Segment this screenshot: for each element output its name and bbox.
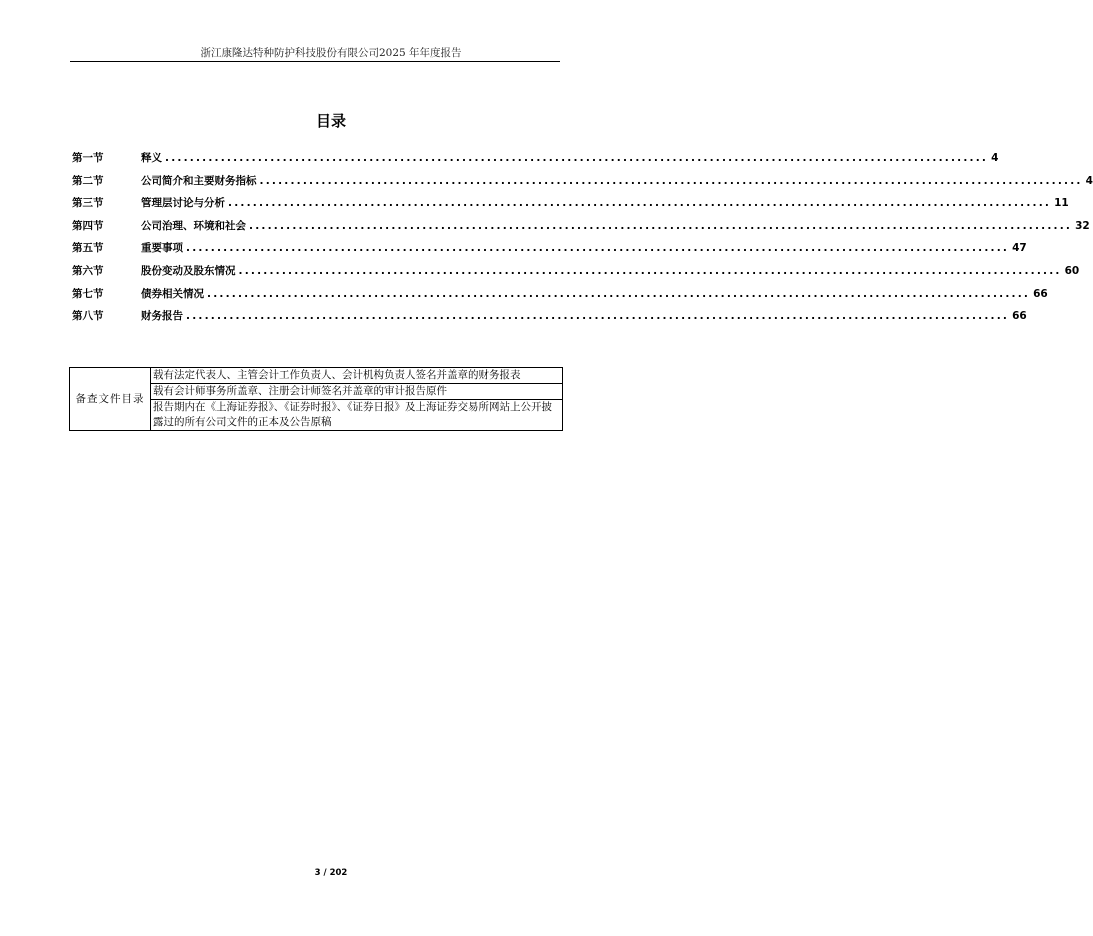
toc-section-number: 第一节 [72,152,104,164]
reference-documents-table [69,367,563,431]
toc-title: 目录 [315,112,346,130]
toc-leader-dots: ..................................................................................................................................... [165,152,989,164]
toc-entry-2[interactable] [72,173,1093,196]
toc-entry-1[interactable] [72,150,999,173]
toc-section-name: 债券相关情况 [141,287,204,300]
toc-page-number: 66 [1012,310,1027,323]
toc-page-number: 66 [1033,287,1048,300]
toc-section-number: 第四节 [72,219,104,232]
toc-section-number: 第五节 [72,242,104,255]
toc-section-name: 释义 [141,152,162,164]
table-of-contents [72,150,1093,331]
toc-section-name: 公司简介和主要财务指标 [141,174,257,187]
toc-page-number: 4 [1085,174,1093,187]
toc-entry-6[interactable] [72,263,1080,286]
toc-page-number: 47 [1012,242,1027,255]
toc-leader-dots: ..................................................................................................................................... [259,174,1083,187]
toc-section-name: 管理层讨论与分析 [141,197,225,210]
reference-document-item: 报告期内在《上海证券报》、《证券时报》、《证券日报》及上海证券交易所网站上公开披露过的所有公司文件的正本及公告原稿 [151,400,563,431]
toc-page-number: 32 [1075,219,1090,232]
toc-section-name: 股份变动及股东情况 [141,264,236,277]
toc-section-number: 第七节 [72,287,104,300]
toc-section-name: 公司治理、环境和社会 [141,219,246,232]
toc-section-number: 第八节 [72,310,104,323]
reference-documents-label: 备查文件目录 [70,368,151,431]
header-divider [70,61,560,62]
page-indicator: 3 / 202 [314,868,348,878]
toc-leader-dots: ..................................................................................................................................... [249,219,1073,232]
toc-entry-4[interactable] [72,218,1090,241]
toc-page-number: 4 [991,152,999,164]
toc-page-number: 11 [1054,197,1069,210]
toc-leader-dots: ..................................................................................................................................... [207,287,1031,300]
toc-entry-8[interactable] [72,308,1027,331]
toc-entry-3[interactable] [72,195,1069,218]
toc-leader-dots: ..................................................................................................................................... [186,310,1010,323]
document-header: 浙江康隆达特种防护科技股份有限公司2025 年年度报告 [200,47,462,59]
toc-entry-5[interactable] [72,240,1027,263]
reference-document-item: 载有法定代表人、主管会计工作负责人、会计机构负责人签名并盖章的财务报表 [151,368,563,384]
toc-entry-7[interactable] [72,286,1048,309]
toc-section-name: 财务报告 [141,310,183,323]
toc-section-name: 重要事项 [141,242,183,255]
toc-page-number: 60 [1064,264,1080,277]
toc-section-number: 第六节 [72,264,104,277]
toc-leader-dots: ..................................................................................................................................... [186,242,1010,255]
toc-leader-dots: ..................................................................................................................................... [238,264,1062,277]
table-row [70,368,563,384]
toc-section-number: 第三节 [72,197,104,210]
toc-section-number: 第二节 [72,174,104,187]
toc-leader-dots: ..................................................................................................................................... [228,197,1052,210]
reference-document-item: 载有会计师事务所盖章、注册会计师签名并盖章的审计报告原件 [151,384,563,400]
